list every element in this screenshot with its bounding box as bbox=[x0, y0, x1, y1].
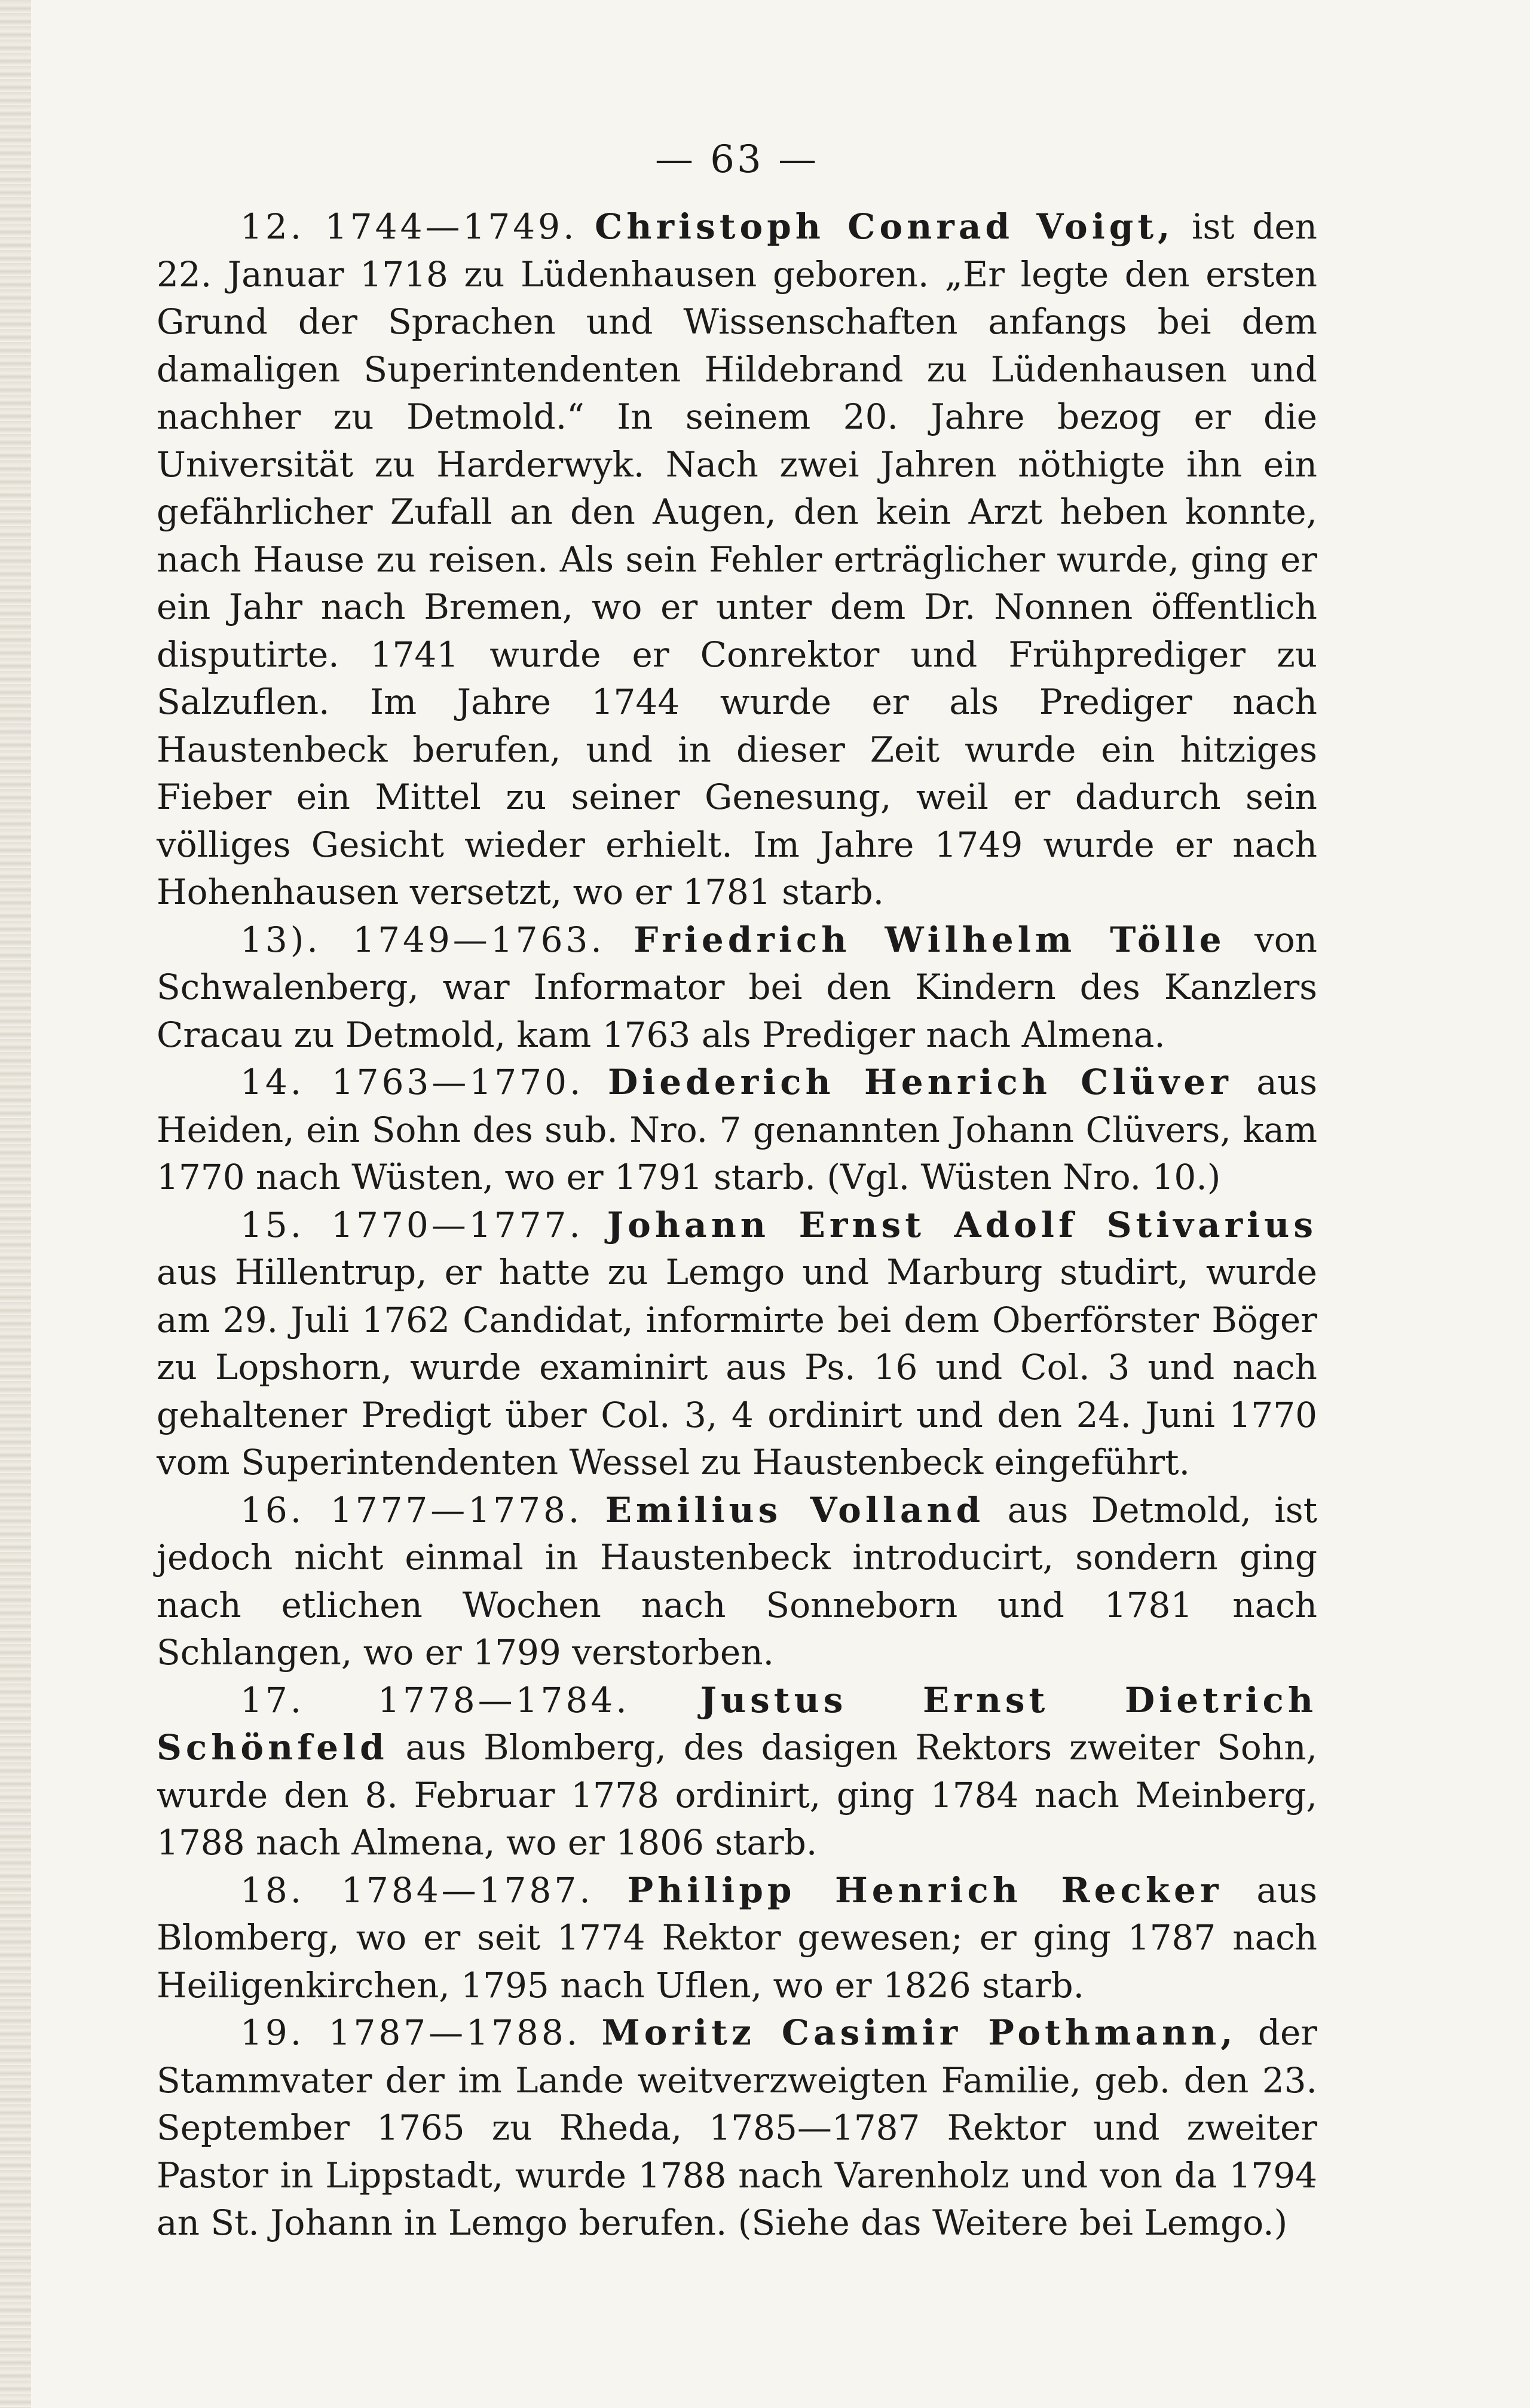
entry-text: aus Hillentrup, er hatte zu Lemgo und Marburg studirt, wurde am 29. Juli 1762 Candidat, informirte bei dem Oberförster Böger zu Lopshorn, wurde examinirt aus Ps. 16 und Col. 3 und nach gehaltener Predigt über Col. 3, 4 ordinirt und den 24. Juni 1770 vom Superintendenten Wessel zu Haustenbeck eingeführt. bbox=[157, 1252, 1317, 1483]
scan-left-edge bbox=[0, 0, 31, 2408]
entry-14 bbox=[157, 1059, 1317, 1202]
entry-head: 15. 1770—1777. bbox=[240, 1204, 583, 1245]
entry-12 bbox=[157, 203, 1317, 916]
entry-name: Diederich Henrich Clüver bbox=[607, 1062, 1232, 1102]
entry-18 bbox=[157, 1867, 1317, 2010]
entry-head: 13). 1749—1763. bbox=[240, 919, 605, 960]
entry-name: Moritz Casimir Pothmann, bbox=[601, 2012, 1237, 2053]
entry-head: 17. 1778—1784. bbox=[240, 1679, 630, 1721]
document-page bbox=[157, 137, 1317, 2361]
entry-name: Friedrich Wilhelm Tölle bbox=[634, 919, 1226, 960]
entry-text: von Schwalenberg, war Informator bei den Kindern des Kanzlers Cracau zu Detmold, kam 1763 als Prediger nach Almena. bbox=[157, 919, 1317, 1055]
entry-name: Emilius Volland bbox=[605, 1489, 985, 1530]
entry-head: 14. 1763—1770. bbox=[240, 1062, 584, 1102]
entry-name: Philipp Henrich Recker bbox=[627, 1869, 1223, 1911]
entry-name: Johann Ernst Adolf Stivarius bbox=[607, 1204, 1317, 1245]
entry-text: ist den 22. Januar 1718 zu Lüdenhausen geboren. „Er legte den ersten Grund der Sprachen und Wissenschaften anfangs bei dem damaligen Superintendenten Hildebrand zu Lüdenhausen und nachher zu Detmold.“ In seinem 20. Jahre bezog er die Universität zu Harderwyk. Nach zwei Jahren nöthigte ihn ein gefährlicher Zufall an den Augen, den kein Arzt heben konnte, nach Hause zu reisen. Als sein Fehler erträglicher wurde, ging er ein Jahr nach Bremen, wo er unter dem Dr. Nonnen öffentlich disputirte. 1741 wurde er Conrektor und Frühprediger zu Salzuflen. Im Jahre 1744 wurde er als Prediger nach Haustenbeck berufen, und in dieser Zeit wurde ein hitziges Fieber ein Mittel zu seiner Genesung, weil er dadurch sein völliges Gesicht wieder erhielt. Im Jahre 1749 wurde er nach Hohenhausen versetzt, wo er 1781 starb. bbox=[157, 206, 1318, 912]
entry-13 bbox=[157, 916, 1317, 1059]
entry-15 bbox=[157, 1202, 1317, 1487]
entry-head: 16. 1777—1778. bbox=[240, 1489, 583, 1530]
entry-text: aus Heiden, ein Sohn des sub. Nro. 7 genannten Johann Clüvers, kam 1770 nach Wüsten, wo er 1791 starb. (Vgl. Wüsten Nro. 10.) bbox=[157, 1062, 1317, 1197]
entry-head: 12. 1744—1749. bbox=[240, 206, 577, 247]
entry-19 bbox=[157, 2009, 1317, 2247]
entry-text: aus Blomberg, wo er seit 1774 Rektor gewesen; er ging 1787 nach Heiligenkirchen, 1795 nach Uflen, wo er 1826 starb. bbox=[157, 1869, 1318, 2006]
page-number: — 63 — bbox=[654, 137, 819, 182]
entry-16 bbox=[157, 1487, 1317, 1677]
entry-text: aus Blomberg, des dasigen Rektors zweiter Sohn, wurde den 8. Februar 1778 ordinirt, ging 1784 nach Meinberg, 1788 nach Almena, wo er 1806 starb. bbox=[157, 1727, 1317, 1863]
entry-text: der Stammvater der im Lande weitverzweigten Familie, geb. den 23. September 1765 zu Rheda, 1785—1787 Rektor und zweiter Pastor in Lippstadt, wurde 1788 nach Varenholz und von da 1794 an St. Johann in Lemgo berufen. (Siehe das Weitere bei Lemgo.) bbox=[157, 2012, 1318, 2243]
entry-text: aus Detmold, ist jedoch nicht einmal in Haustenbeck introducirt, sondern ging nach etlichen Wochen nach Sonneborn und 1781 nach Schlangen, wo er 1799 verstorben. bbox=[157, 1489, 1317, 1673]
entry-head: 19. 1787—1788. bbox=[240, 2012, 581, 2053]
entry-name: Justus Ernst Dietrich Schönfeld bbox=[157, 1679, 1317, 1768]
entry-head: 18. 1784—1787. bbox=[240, 1869, 593, 1911]
entry-17 bbox=[157, 1677, 1317, 1867]
entry-name: Christoph Conrad Voigt, bbox=[595, 206, 1174, 247]
